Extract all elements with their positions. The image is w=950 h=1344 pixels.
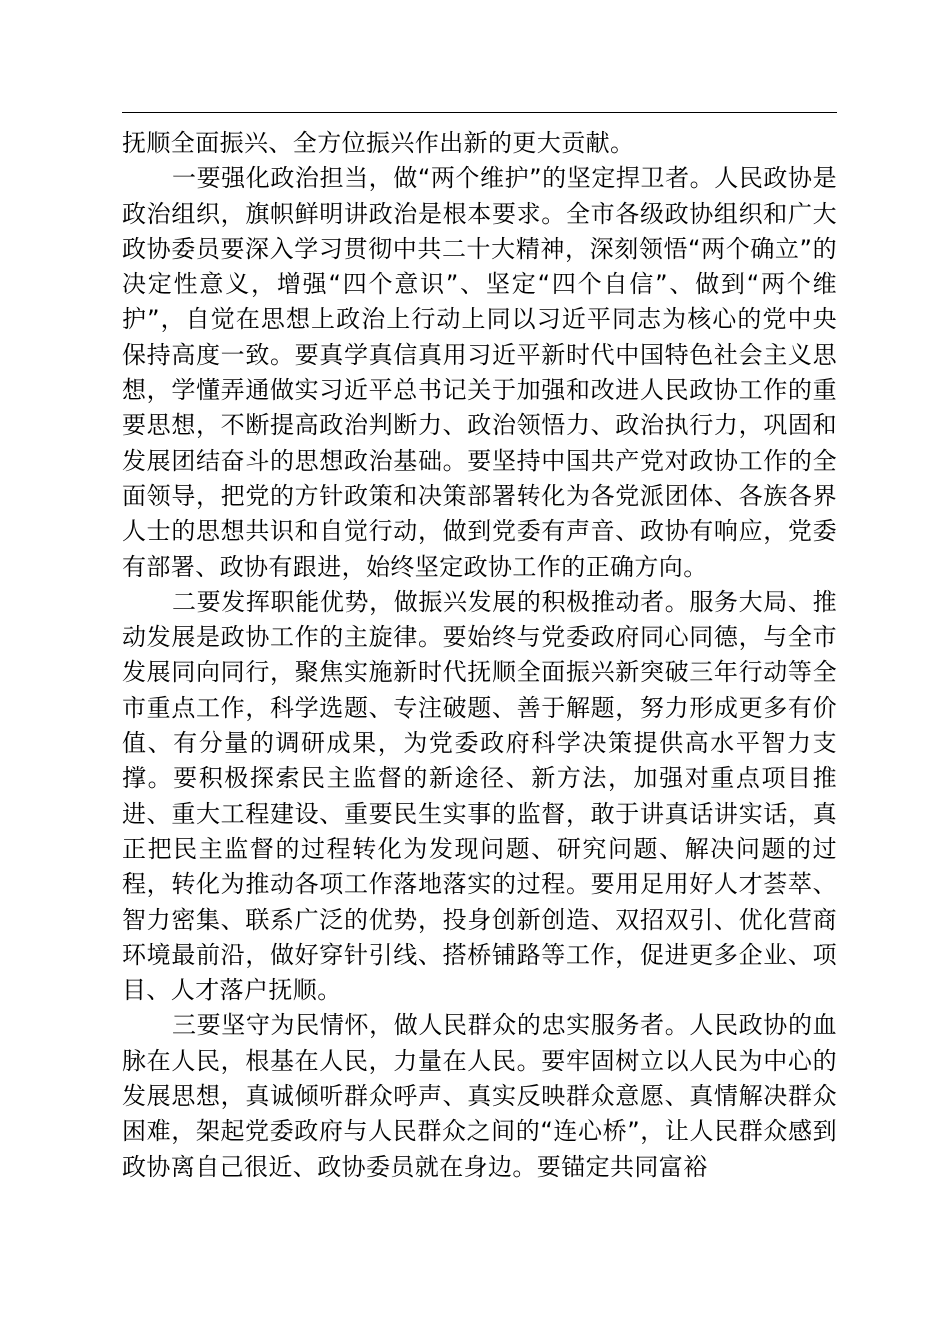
paragraph-political-commitment: 一要强化政治担当，做“两个维护”的坚定捍卫者。人民政协是政治组织，旗帜鲜明讲政治是根本要求。全市各级政协组织和广大政协委员要深入学习贯彻中共二十大精神，深刻领悟“两个确立”的决定性意义，增强“四个意识”、坚定“四个自信”、做到“两个维护”，自觉在思想上政治上行动上同以习近平同志为核心的党中央保持高度一致。要真学真信真用习近平新时代中国特色社会主义思想，学懂弄通做实习近平总书记关于加强和改进人民政协工作的重要思想，不断提高政治判断力、政治领悟力、政治执行力，巩固和发展团结奋斗的思想政治基础。要坚持中国共产党对政协工作的全面领导，把党的方针政策和决策部署转化为各党派团体、各族各界人士的思想共识和自觉行动，做到党委有声音、政协有响应，党委有部署、政协有跟进，始终坚定政协工作的正确方向。: [122, 164, 837, 581]
paragraph-people-service: 三要坚守为民情怀，做人民群众的忠实服务者。人民政协的血脉在人民，根基在人民，力量在人民。要牢固树立以人民为中心的发展思想，真诚倾听群众呼声、真实反映群众意愿、真情解决群众困难，架起党委政府与人民群众之间的“连心桥”，让人民群众感到政协离自己很近、政协委员就在身边。要锚定共同富裕: [122, 1011, 837, 1181]
paragraph-functional-advantage: 二要发挥职能优势，做振兴发展的积极推动者。服务大局、推动发展是政协工作的主旋律。要始终与党委政府同心同德，与全市发展同向同行，聚焦实施新时代抚顺全面振兴新突破三年行动等全市重点工作，科学选题、专注破题、善于解题，努力形成更多有价值、有分量的调研成果，为党委政府科学决策提供高水平智力支撑。要积极探索民主监督的新途径、新方法，加强对重点项目推进、重大工程建设、重要民生实事的监督，敢于讲真话讲实话，真正把民主监督的过程转化为发现问题、研究问题、解决问题的过程，转化为推动各项工作落地落实的过程。要用足用好人才荟萃、智力密集、联系广泛的优势，投身创新创造、双招双引、优化营商环境最前沿，做好穿针引线、搭桥铺路等工作，促进更多企业、项目、人才落户抚顺。: [122, 587, 837, 1005]
paragraph-continuation: 抚顺全面振兴、全方位振兴作出新的更大贡献。: [122, 129, 635, 157]
document-body: [122, 126, 837, 1185]
header-rule: [122, 112, 837, 113]
